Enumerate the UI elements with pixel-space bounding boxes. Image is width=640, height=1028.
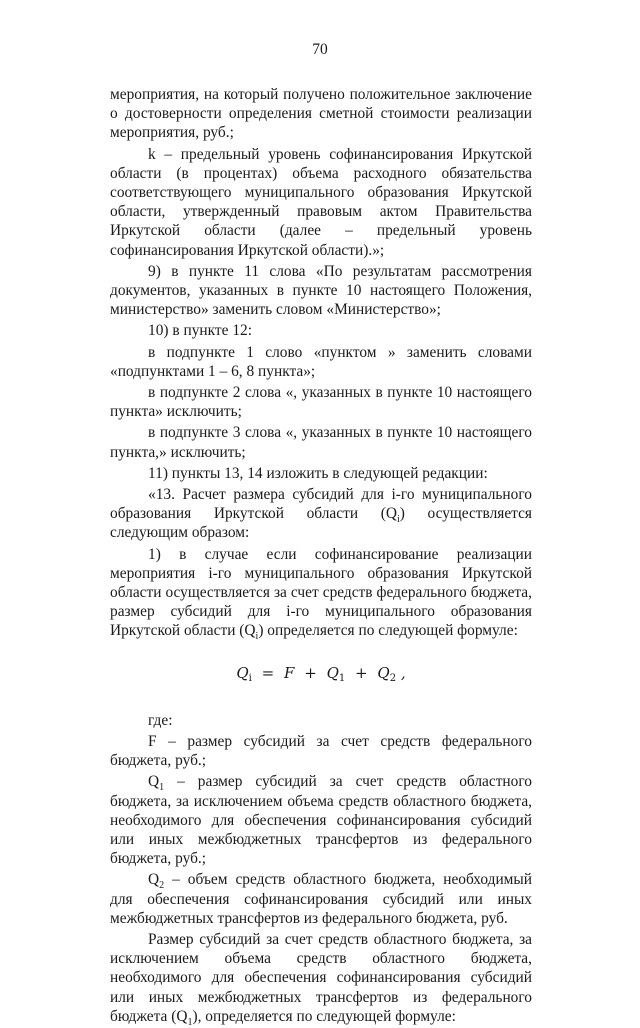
paragraph: где: [148,711,173,729]
paragraph [110,870,532,928]
paragraph: k – предельный уровень софинансирования Иркутской области (в процентах) объема расходного обязательства соответствующего муниципального образования Иркутской области, утвержденный правовым актом Правительства Иркутской области (далее – предельный уровень софинансирования Иркутской области).»; [110,145,532,259]
formula-term-q1: Q [326,663,339,682]
paragraph-text: ) осуществляется следующим образом: [110,505,532,542]
formula-comma: , [400,663,406,682]
formula-equals: = [261,663,275,682]
subscript: 1 [159,782,165,794]
paragraph: 9) в пункте 11 слова «По результатам рассмотрения документов, указанных в пункте 10 настоящего Положения, министерство» заменить словом «Министерство»; [110,262,532,319]
paragraph: F – размер субсидий за счет средств федерального бюджета, руб.; [110,732,532,770]
paragraph-text: Q [148,871,160,889]
page-number: 70 [312,41,328,58]
formula-plus: + [355,663,368,682]
paragraph-text: – объем средств областного бюджета, необходимый для обеспечения софинансирования субсидий или иных межбюджетных трансфертов из федерального бюджета, руб. [110,871,532,927]
formula-lhs: Q [236,663,249,682]
paragraph: в подпункте 3 слова «, указанных в пункте 10 настоящего пункта,» исключить; [110,424,532,461]
paragraph-text: 1) в случае если софинансирование реализации мероприятия i-го муниципального образования Иркутской области осуществляется за счет средств федерального бюджета, размер субсидий для i-го муниципального образования Иркутской области (Q [110,545,532,640]
paragraph: мероприятия, на который получено положительное заключение о достоверности определения сметной стоимости реализации мероприятия, руб.; [110,86,532,142]
document-body [110,85,532,1028]
formula [110,663,532,689]
paragraph [110,545,532,641]
formula-term-q2-sub: 2 [389,672,397,684]
subscript: i [255,631,259,643]
subscript: 2 [159,880,165,892]
paragraph-text: Размер субсидий за счет средств областного бюджета, за исключением объема средств областного бюджета, необходимого для обеспечения софинансирования субсидий или иных межбюджетных трансфертов из федерального бюджета (Q [110,930,532,1025]
paragraph-text: «13. Расчет размера субсидий для i-го муниципального образования Иркутской области (Q [110,486,532,523]
subscript: 1 [187,1016,193,1028]
paragraph [110,772,532,868]
paragraph: 10) в пункте 12: [148,322,252,340]
paragraph-text: ) определяется по следующей формуле: [258,622,518,640]
formula-lhs-sub: i [248,672,252,684]
paragraph: 11) пункты 13, 14 изложить в следующей редакции: [148,464,488,482]
formula-term-q1-sub: 1 [338,672,346,684]
formula-term-f: F [284,663,295,682]
formula-term-q2: Q [377,663,390,682]
formula-plus: + [304,663,317,682]
paragraph [110,485,532,543]
paragraph: в подпункте 2 слова «, указанных в пункте 10 настоящего пункта» исключить; [110,384,532,421]
subscript: i [396,514,400,526]
paragraph-text: ), определяется по следующей формуле: [192,1007,456,1025]
paragraph-text: – размер субсидий за счет средств областного бюджета, за исключением объема средств областного бюджета, необходимого для обеспечения софинансирования субсидий или иных межбюджетных трансфертов из федерального бюджета, руб.; [110,773,532,868]
paragraph [110,930,532,1026]
paragraph: в подпункте 1 слово «пунктом » заменить словами «подпунктами 1 – 6, 8 пункта»; [110,343,532,380]
paragraph-text: Q [148,773,160,791]
